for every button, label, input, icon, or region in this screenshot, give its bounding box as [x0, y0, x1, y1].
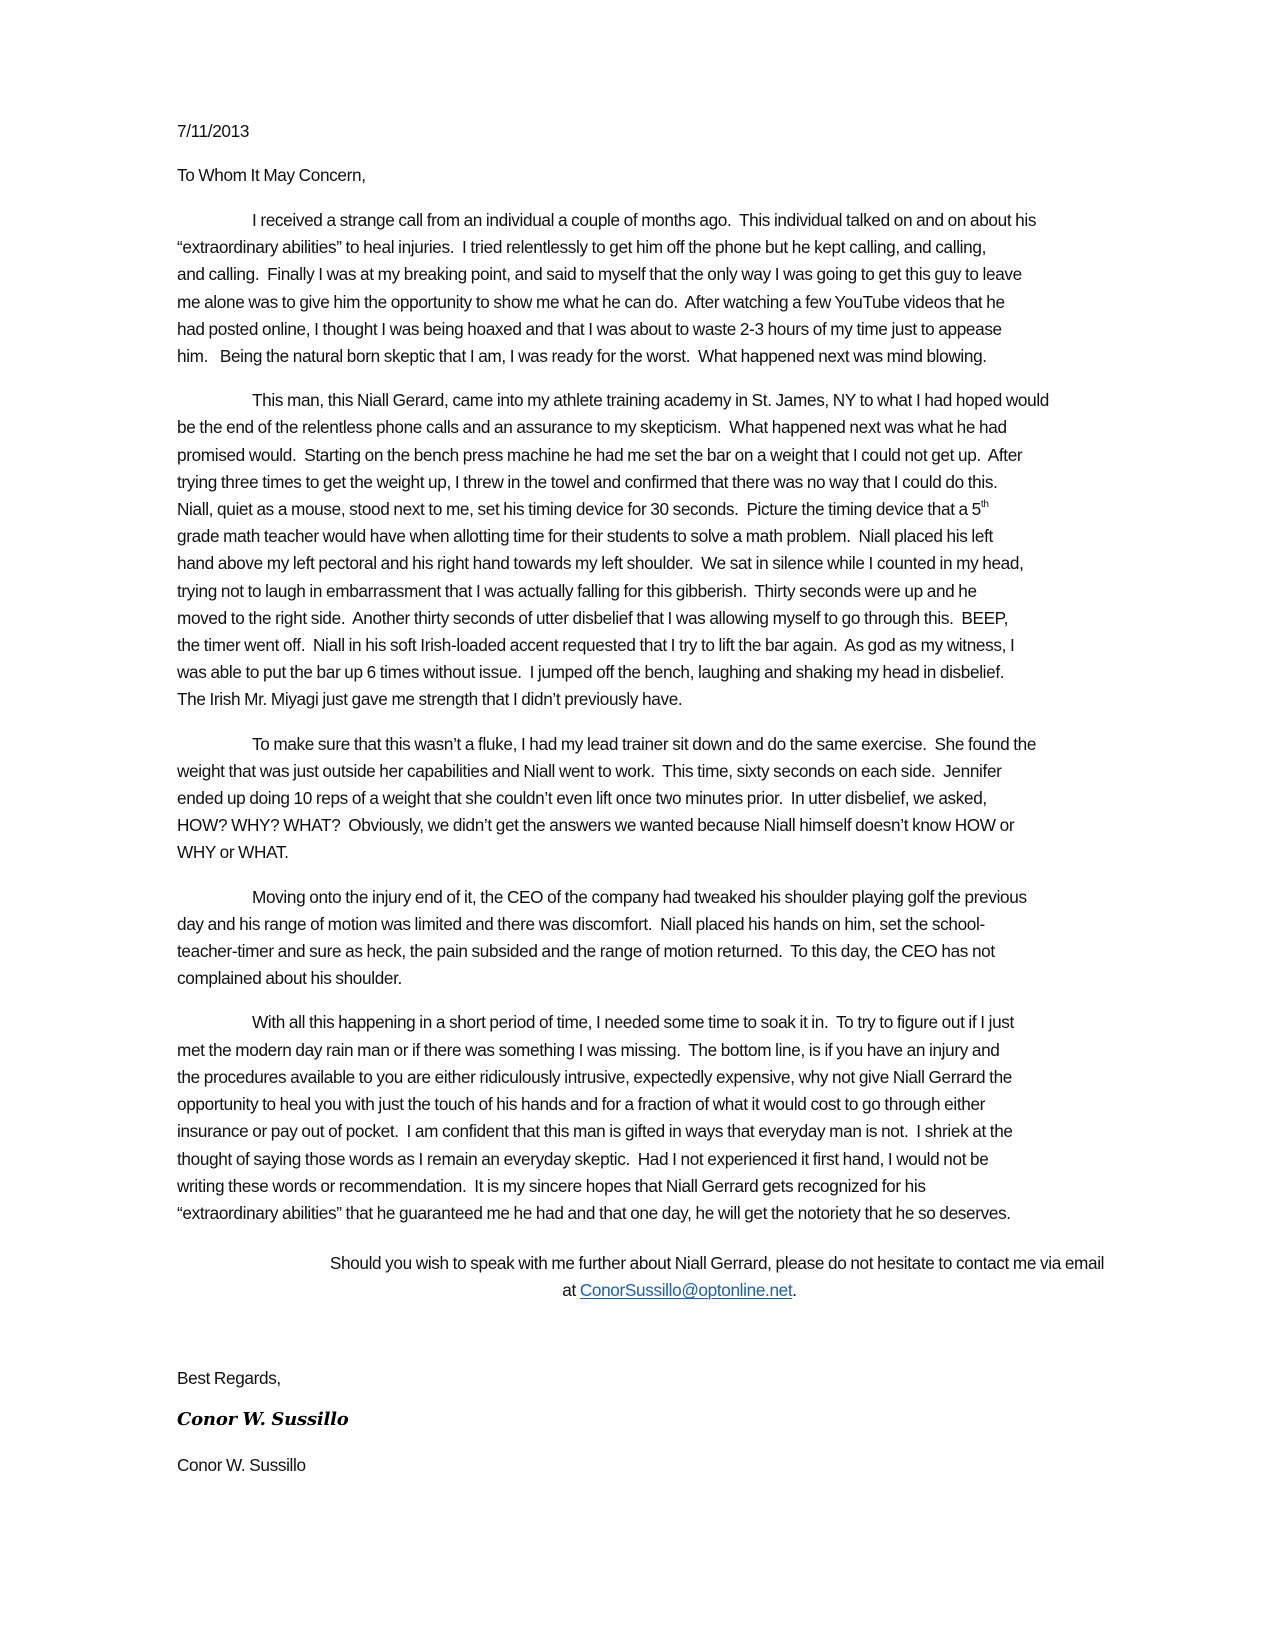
signature: Conor W. Sussillo: [177, 1409, 349, 1430]
paragraph-line: grade math teacher would have when allotting time for their students to solve a math problem. Niall placed his left: [177, 526, 993, 547]
paragraph-line: be the end of the relentless phone calls and an assurance to my skepticism. What happened next was what he had: [177, 417, 1007, 438]
paragraph-line: trying three times to get the weight up, I threw in the towel and confirmed that there was no way that I could do this.: [177, 471, 998, 492]
paragraph-line: HOW? WHY? WHAT? Obviously, we didn’t get the answers we wanted because Niall himself doesn’t know HOW or: [177, 815, 1015, 836]
closing-line-email: [177, 1277, 1182, 1304]
paragraph-3: [177, 731, 1182, 867]
paragraph-line: was able to put the bar up 6 times without issue. I jumped off the bench, laughing and shaking my head in disbelief.: [177, 662, 1005, 683]
letter-date: 7/11/2013: [177, 121, 250, 141]
ordinal-suffix: th: [980, 499, 989, 511]
paragraph-line: “extraordinary abilities” to heal injuries. I tried relentlessly to get him off the phone but he kept calling, and calling,: [177, 237, 986, 258]
paragraph-line: Moving onto the injury end of it, the CEO of the company had tweaked his shoulder playing golf the previous: [252, 886, 1027, 907]
paragraph-line: moved to the right side. Another thirty seconds of utter disbelief that I was allowing myself to go through this. BEEP,: [177, 607, 1009, 628]
email-link[interactable]: ConorSussillo@optonline.net: [579, 1280, 793, 1301]
paragraph-line: I received a strange call from an individual a couple of months ago. This individual talked on and on about his: [252, 210, 1037, 230]
paragraph-line: complained about his shoulder.: [177, 968, 402, 989]
paragraph-1: [177, 207, 1182, 370]
salutation: To Whom It May Concern,: [177, 165, 366, 185]
paragraph-line: [177, 496, 1182, 523]
paragraph-line-text: Niall, quiet as a mouse, stood next to me, set his timing device for 30 seconds. Picture the timing device that a 5: [177, 499, 981, 520]
paragraph-line: the timer went off. Niall in his soft Irish-loaded accent requested that I try to lift the bar again. As god as my witness, I: [177, 635, 1015, 656]
letter-body: [177, 207, 1182, 1244]
paragraph-line: him. Being the natural born skeptic that I am, I was ready for the worst. What happened next was mind blowing.: [177, 346, 987, 367]
paragraph-line: the procedures available to you are either ridiculously intrusive, expectedly expensive, why not give Niall Gerrard the: [177, 1066, 1013, 1087]
paragraph-line: opportunity to heal you with just the touch of his hands and for a fraction of what it would cost to go through either: [177, 1094, 986, 1115]
paragraph-2: [177, 387, 1182, 713]
paragraph-line: weight that was just outside her capabilities and Niall went to work. This time, sixty seconds on each side. Jennifer: [177, 760, 1002, 781]
paragraph-line: promised would. Starting on the bench press machine he had me set the bar on a weight that I could not get up. After: [177, 444, 1023, 465]
paragraph-line: me alone was to give him the opportunity to show me what he can do. After watching a few YouTube videos that he: [177, 291, 1005, 312]
paragraph-line: With all this happening in a short period of time, I needed some time to soak it in. To try to figure out if I just: [252, 1012, 1014, 1033]
paragraph-line: The Irish Mr. Miyagi just gave me strength that I didn’t previously have.: [177, 689, 683, 710]
closing-line: Should you wish to speak with me further about Niall Gerrard, please do not hesitate to contact me via email: [329, 1253, 1105, 1273]
paragraph-line: had posted online, I thought I was being hoaxed and that I was about to waste 2-3 hours of my time just to appease: [177, 318, 1002, 339]
paragraph-line: insurance or pay out of pocket. I am confident that this man is gifted in ways that everyday man is not. I shriek at the: [177, 1121, 1013, 1142]
paragraph-line: “extraordinary abilities” that he guaranteed me he had and that one day, he will get the notoriety that he so deserves.: [177, 1202, 1011, 1223]
paragraph-line: and calling. Finally I was at my breaking point, and said to myself that the only way I was going to get this guy to leave: [177, 264, 1022, 285]
closing-paragraph: [177, 1250, 1182, 1304]
paragraph-line: This man, this Niall Gerard, came into my athlete training academy in St. James, NY to what I had hoped would: [252, 390, 1049, 411]
closing-prefix: at: [562, 1280, 580, 1301]
paragraph-line: To make sure that this wasn’t a fluke, I had my lead trainer sit down and do the same exercise. She found the: [252, 733, 1037, 754]
sign-off: Best Regards,: [177, 1368, 281, 1388]
closing-suffix: .: [792, 1280, 797, 1301]
paragraph-line: ended up doing 10 reps of a weight that she couldn’t even lift once two minutes prior. In utter disbelief, we asked,: [177, 788, 987, 809]
paragraph-line: thought of saying those words as I remain an everyday skeptic. Had I not experienced it first hand, I would not be: [177, 1148, 989, 1169]
paragraph-line: teacher-timer and sure as heck, the pain subsided and the range of motion returned. To this day, the CEO has not: [177, 941, 995, 962]
printed-name: Conor W. Sussillo: [177, 1455, 306, 1475]
paragraph-line: met the modern day rain man or if there was something I was missing. The bottom line, is if you have an injury and: [177, 1039, 1000, 1060]
paragraph-line: day and his range of motion was limited and there was discomfort. Niall placed his hands on him, set the school-: [177, 913, 985, 934]
paragraph-line: WHY or WHAT.: [177, 842, 289, 863]
paragraph-line: writing these words or recommendation. It is my sincere hopes that Niall Gerrard gets recognized for his: [177, 1175, 926, 1196]
paragraph-line: trying not to laugh in embarrassment that I was actually falling for this gibberish. Thirty seconds were up and he: [177, 580, 977, 601]
paragraph-4: [177, 884, 1182, 993]
paragraph-line: hand above my left pectoral and his right hand towards my left shoulder. We sat in silence while I counted in my head,: [177, 553, 1024, 574]
paragraph-5: [177, 1009, 1182, 1227]
